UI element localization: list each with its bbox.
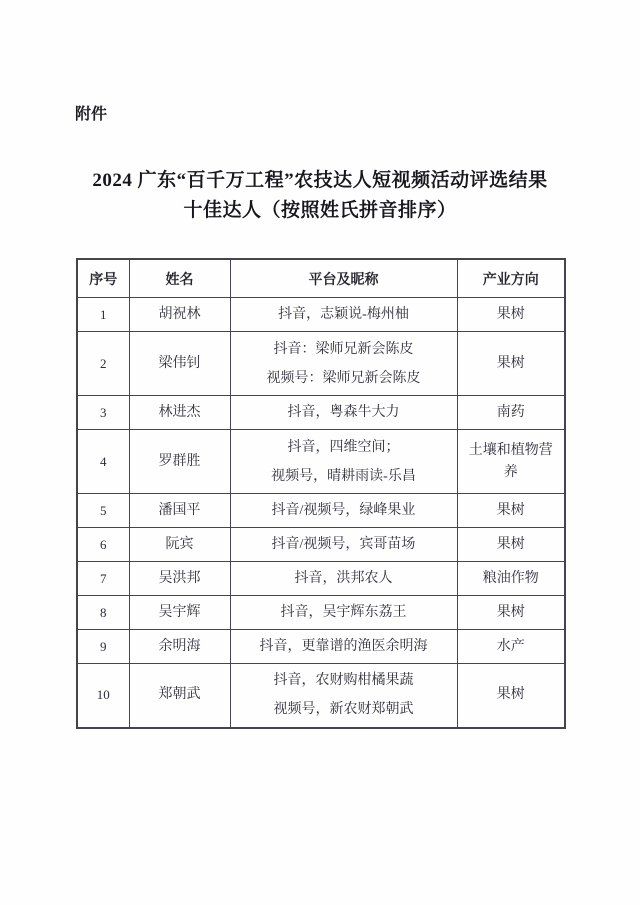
cell-name: 阮宾 (129, 528, 230, 562)
table-row (77, 528, 565, 562)
cell-industry: 果树 (457, 528, 565, 562)
cell-name: 梁伟钊 (129, 332, 230, 396)
cell-industry: 果树 (457, 664, 565, 728)
platform-line: 抖音，更靠谱的渔医余明海 (259, 639, 428, 654)
cell-platform (230, 630, 457, 664)
cell-name: 吴洪邦 (129, 562, 230, 596)
cell-platform (230, 396, 457, 430)
cell-name: 郑朝武 (129, 664, 230, 728)
cell-platform (230, 494, 457, 528)
platform-line: 抖音，四维空间； (287, 439, 400, 455)
cell-industry: 南药 (457, 396, 565, 430)
table-row (77, 430, 565, 494)
platform-line: 抖音/视频号，绿峰果业 (271, 503, 416, 518)
cell-platform (230, 332, 457, 396)
cell-industry: 果树 (457, 596, 565, 630)
cell-no: 2 (77, 332, 129, 396)
cell-name: 余明海 (129, 630, 230, 664)
cell-industry: 土壤和植物营养 (457, 430, 565, 494)
cell-no: 9 (77, 630, 129, 664)
col-header-no: 序号 (77, 259, 129, 298)
cell-name: 吴宇辉 (129, 596, 230, 630)
document-title-line1: 2024 广东“百千万工程”农技达人短视频活动评选结果 (92, 170, 548, 191)
table-row (77, 494, 565, 528)
cell-no: 4 (77, 430, 129, 494)
cell-platform (230, 664, 457, 728)
cell-no: 1 (77, 298, 129, 332)
platform-line: 视频号：梁师兄新会陈皮 (266, 370, 421, 386)
platform-line: 视频号，新农财郑朝武 (273, 702, 414, 718)
table-row (77, 298, 565, 332)
cell-no: 10 (77, 664, 129, 728)
table-row (77, 396, 565, 430)
document-title (0, 166, 640, 226)
attachment-label: 附件 (75, 106, 108, 123)
cell-industry: 水产 (457, 630, 565, 664)
cell-no: 5 (77, 494, 129, 528)
cell-name: 林进杰 (129, 396, 230, 430)
results-table (76, 258, 566, 729)
cell-platform (230, 596, 457, 630)
cell-industry: 果树 (457, 332, 565, 396)
cell-industry: 粮油作物 (457, 562, 565, 596)
platform-line: 视频号，晴耕雨读-乐昌 (271, 468, 416, 484)
cell-industry: 果树 (457, 298, 565, 332)
platform-line: 抖音：梁师兄新会陈皮 (273, 341, 414, 357)
cell-name: 潘国平 (129, 494, 230, 528)
table-row (77, 630, 565, 664)
col-header-industry: 产业方向 (457, 259, 565, 298)
platform-line: 抖音，吴宇辉东荔王 (280, 605, 407, 620)
cell-name: 罗群胜 (129, 430, 230, 494)
cell-no: 6 (77, 528, 129, 562)
cell-name: 胡祝林 (129, 298, 230, 332)
cell-platform (230, 528, 457, 562)
col-header-platform: 平台及昵称 (230, 259, 457, 298)
cell-no: 3 (77, 396, 129, 430)
table-row (77, 664, 565, 728)
platform-line: 抖音，志颖说-梅州柚 (278, 307, 409, 322)
table-row (77, 562, 565, 596)
cell-no: 8 (77, 596, 129, 630)
document-title-line2: 十佳达人（按照姓氏拼音排序） (183, 200, 457, 221)
cell-industry: 果树 (457, 494, 565, 528)
platform-line: 抖音/视频号，宾哥苗场 (271, 537, 416, 552)
table-row (77, 596, 565, 630)
platform-line: 抖音，粤森牛大力 (287, 405, 400, 420)
platform-line: 抖音，农财购柑橘果蔬 (273, 673, 414, 689)
table-row (77, 332, 565, 396)
table-header-row (77, 259, 565, 298)
cell-platform (230, 562, 457, 596)
cell-platform (230, 430, 457, 494)
col-header-name: 姓名 (129, 259, 230, 298)
platform-line: 抖音，洪邦农人 (294, 571, 393, 586)
cell-platform (230, 298, 457, 332)
cell-no: 7 (77, 562, 129, 596)
